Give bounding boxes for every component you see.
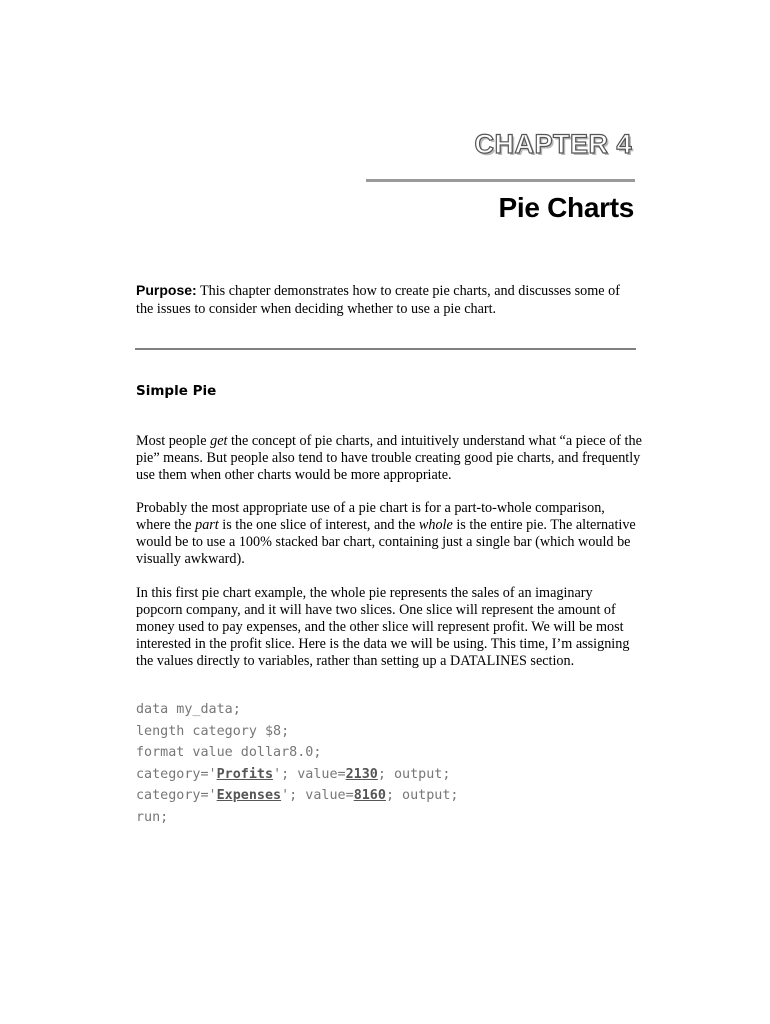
purpose-label: Purpose: (136, 282, 197, 298)
text-run: Most people (136, 433, 211, 449)
code-line (136, 767, 450, 782)
code-token: category=' (136, 788, 217, 803)
code-token: '; value= (281, 788, 354, 803)
text-run: Probably the most appropriate use of a pie chart is for a part-to-whole comparison, where the (136, 500, 605, 533)
code-highlight: Profits (216, 766, 274, 782)
text-run: is the entire pie. The alternative would be to use a 100% stacked bar chart, containing just a single bar (which would be visually awkward). (136, 517, 636, 567)
code-line: format value dollar8.0; (136, 745, 322, 760)
emphasis-text: get (210, 433, 228, 449)
body-paragraph-2 (136, 500, 642, 568)
section-heading: Simple Pie (136, 383, 217, 399)
code-line: length category $8; (136, 723, 290, 739)
chapter-divider (366, 179, 635, 182)
code-token: ; output; (377, 766, 451, 782)
text-run: is the one slice of interest, and the (218, 517, 419, 533)
body-paragraph-3: In this first pie chart example, the whole pie represents the sales of an imaginary popcorn company, and it will have two slices. One slice will represent the amount of money used to pay expenses, and the other slice will represent profit. We will be most interested in the profit slice. Here is the data we will be using. This time, I’m assigning the values directly to variables, rather than setting up a DATALINES section. (136, 585, 630, 669)
purpose-text: This chapter demonstrates how to create pie charts, and discusses some of the issues to consider when deciding whether to use a pie chart. (136, 283, 620, 317)
section-divider (135, 348, 636, 350)
text-run: the concept of pie charts, and intuitively understand what “a piece of the pie” means. But people also tend to have trouble creating good pie charts, and frequently use them when other charts would be more appropriate. (136, 433, 642, 483)
purpose-paragraph (136, 281, 636, 318)
code-token: category=' (136, 766, 217, 782)
code-block (136, 699, 459, 828)
code-line: run; (136, 809, 169, 825)
emphasis-text: whole (418, 517, 453, 533)
code-token: ; output; (385, 788, 459, 803)
code-highlight: 8160 (353, 788, 386, 803)
code-line (136, 788, 459, 803)
body-paragraph-1 (136, 433, 642, 484)
chapter-title: Pie Charts (498, 192, 634, 223)
code-highlight: 2130 (345, 766, 378, 782)
code-line: data my_data; (136, 702, 241, 717)
chapter-label: CHAPTER 4 (474, 129, 632, 159)
emphasis-text: part (195, 517, 219, 533)
code-token: '; value= (273, 766, 346, 782)
code-highlight: Expenses (216, 788, 282, 803)
